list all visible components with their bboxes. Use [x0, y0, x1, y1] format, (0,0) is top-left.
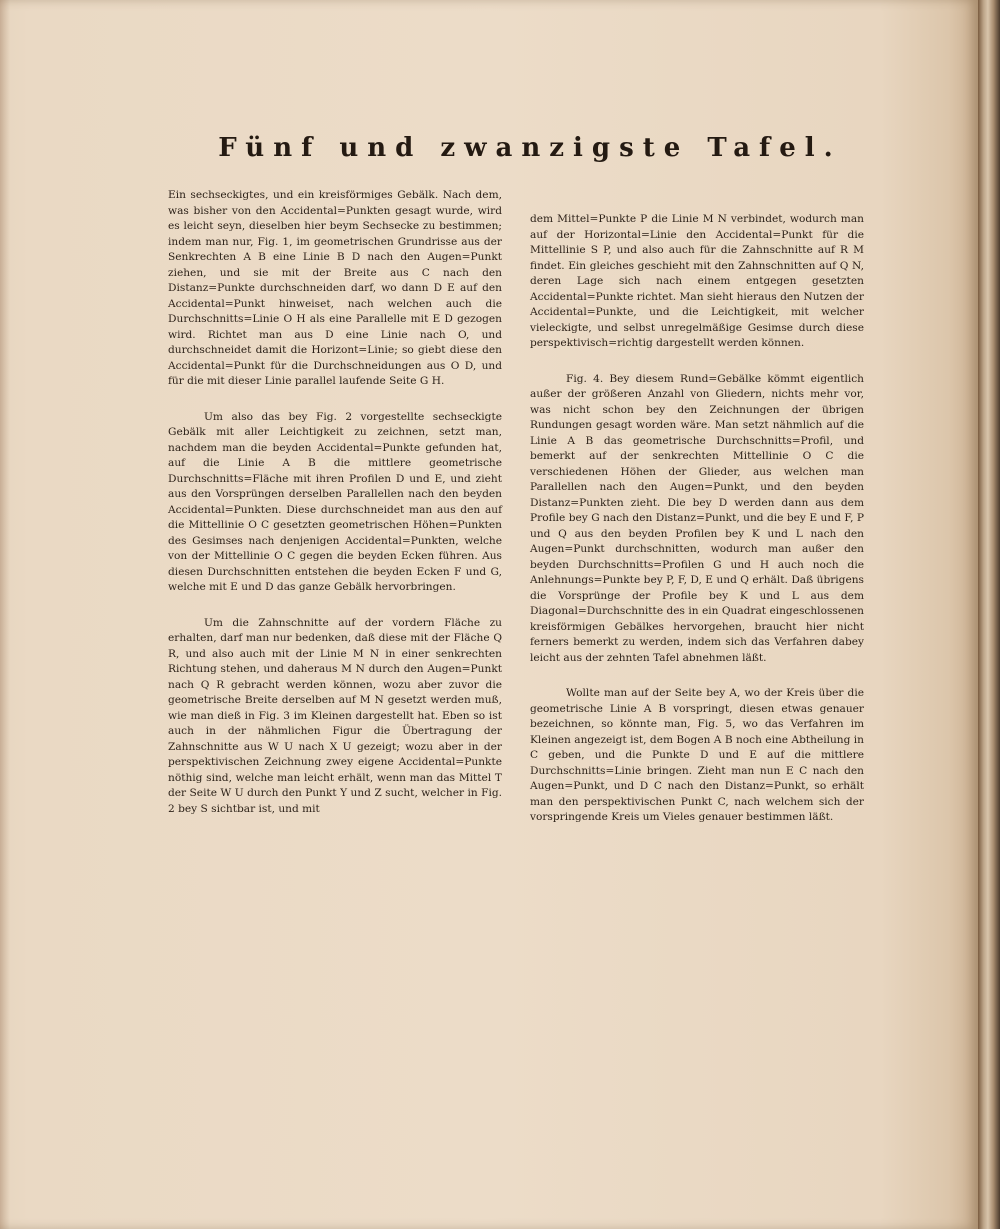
left-text-column [168, 188, 502, 837]
page-title: Fünf und zwanzigste Tafel. [218, 133, 842, 163]
paragraph-6: Wollte man auf der Seite bey A, wo der Kreis über die geometrische Linie A B vorspringt, diesen etwas genauer bezeichnen, so könnte man, Fig. 5, wo das Verfahren im Kleinen angezeigt ist, dem Bogen A B noch eine Abtheilung in C geben, und die Punkte D und E auf die mittlere Durchschnitts=Linie bringen. Zieht man nun E C nach den Augen=Punkt, und D C nach den Distanz=Punkt, so erhält man den perspektivischen Punkt C, nach welchem sich der vorspringende Kreis um Vieles genauer bestimmen läßt. [530, 687, 864, 823]
paragraph-4: dem Mittel=Punkte P die Linie M N verbindet, wodurch man auf der Horizontal=Linie den Accidental=Punkt für die Mittellinie S P, und also auch für die Zahnschnitte auf R M findet. Ein gleiches geschieht mit den Zahnschnitten auf Q N, deren Lage sich nach einem entgegen gesetzten Accidental=Punkte richtet. Man sieht hieraus den Nutzen der Accidental=Punkte, und die Leichtigkeit, mit welcher vieleckigte, und selbst unregelmäßige Gesimse durch diese perspektivisch=richtig dargestellt werden können. [530, 213, 864, 349]
paragraph-2: Um also das bey Fig. 2 vorgestellte sechseckigte Gebälk mit aller Leichtigkeit zu zeichnen, setzt man, nachdem man die beyden Accidental=Punkte gefunden hat, auf die Linie A B die mittlere geometrische Durchschnitts=Fläche mit ihren Profilen D und E, und zieht aus den Vorsprüngen derselben Parallellen nach den beyden Accidental=Punkten. Diese durchschneidet man aus den auf die Mittellinie O C gesetzten geometrischen Höhen=Punkten des Gesimses nach denjenigen Accidental=Punkten, welche von der Mittellinie O C gegen die beyden Ecken führen. Aus diesen Durchschnitten entstehen die beyden Ecken F und G, welche mit E und D das ganze Gebälk hervorbringen. [168, 410, 502, 593]
paragraph-5: Fig. 4. Bey diesem Rund=Gebälke kömmt eigentlich außer der größeren Anzahl von Gliedern, nichts mehr vor, was nicht schon bey den Zeichnungen der übrigen Rundungen gesagt worden wäre. Man setzt nähmlich auf die Linie A B das geometrische Durchschnitts=Profil, und bemerkt auf der senkrechten Mittellinie O C die verschiedenen Höhen der Glieder, aus welchen man Parallellen nach den Augen=Punkt, und den beyden Distanz=Punkten zieht. Die bey D werden dann aus dem Profile bey G nach den Distanz=Punkt, und die bey E und F, P und Q aus den beyden Profilen bey K und L nach den Augen=Punkt durchschnitten, wodurch man außer den beyden Durchschnitts=Profilen G und H auch noch die Anlehnungs=Punkte bey P, F, D, E und Q erhält. Daß übrigens die Vorsprünge der Profile bey K und L aus dem Diagonal=Durchschnitte des in ein Quadrat eingeschlossenen kreisförmigen Gebälkes hervorgehen, braucht hier nicht ferners bemerkt zu werden, indem sich das Verfahren dabey leicht aus der zehnten Tafel abnehmen läßt. [530, 372, 864, 664]
page-edge [978, 0, 1000, 1229]
gutter-shadow [0, 0, 10, 1229]
right-text-column [530, 212, 864, 846]
paragraph-3: Um die Zahnschnitte auf der vordern Fläche zu erhalten, darf man nur bedenken, daß diese mit der Fläche Q R, und also auch mit der Linie M N in einer senkrechten Richtung stehen, und daheraus M N durch den Augen=Punkt nach Q R gebracht werden können, wozu aber zuvor die geometrische Breite derselben auf M N gesetzt werden muß, wie man dieß in Fig. 3 im Kleinen dargestellt hat. Eben so ist auch in der nähmlichen Figur die Übertragung der Zahnschnitte aus W U nach X U gezeigt; wozu aber in der perspektivischen Zeichnung zwey eigene Accidental=Punkte nöthig sind, welche man leicht erhält, wenn man das Mittel T der Seite W U durch den Punkt Y und Z sucht, welcher in Fig. 2 bey S sichtbar ist, und mit [168, 616, 502, 815]
paragraph-1: Ein sechseckigtes, und ein kreisförmiges Gebälk. Nach dem, was bisher von den Accidental=Punkten gesagt wurde, wird es leicht seyn, dieselben hier beym Sechsecke zu bestimmen; indem man nur, Fig. 1, im geometrischen Grundrisse aus der Senkrechten A B eine Linie B D nach den Augen=Punkt ziehen, und sie mit der Breite aus C nach den Distanz=Punkte durchschneiden darf, wo dann D E auf den Accidental=Punkt hinweiset, nach welchen auch die Durchschnitts=Linie O H als eine Parallelle mit E D gezogen wird. Richtet man aus D eine Linie nach O, und durchschneidet damit die Horizont=Linie; so giebt diese den Accidental=Punkt für die Durchschneidungen aus O D, und für die mit dieser Linie parallel laufende Seite G H. [168, 189, 502, 387]
